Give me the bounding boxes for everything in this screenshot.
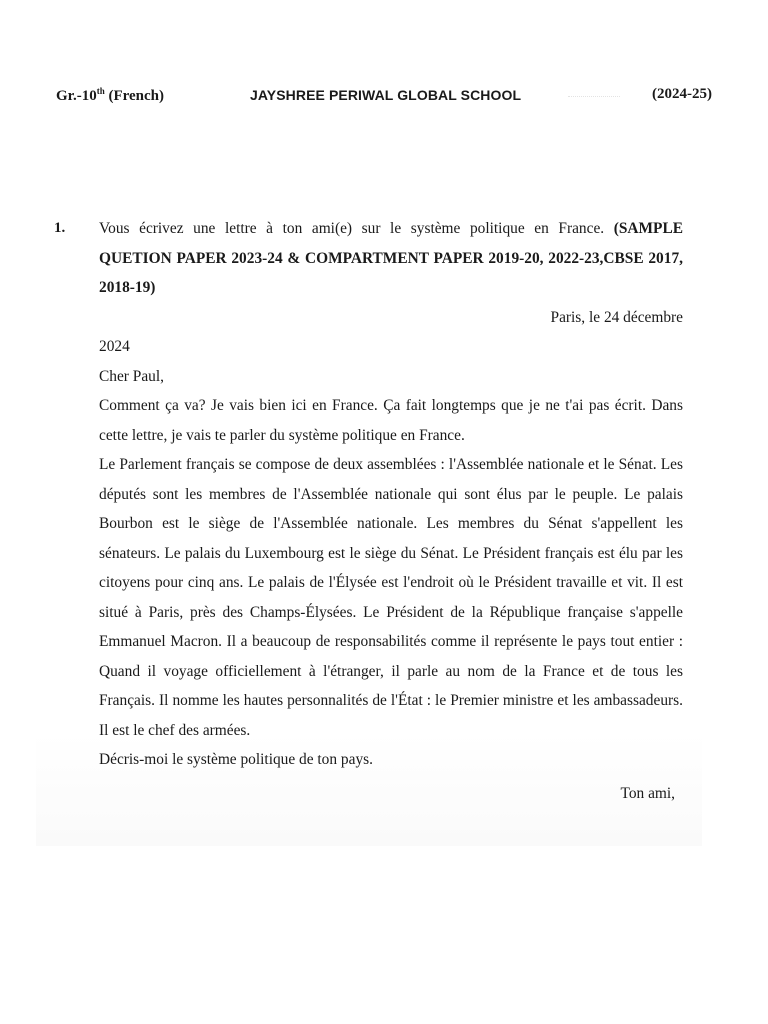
- question-prompt: Vous écrivez une lettre à ton ami(e) sur le système politique en France.: [99, 220, 614, 237]
- school-name: JAYSHREE PERIWAL GLOBAL SCHOOL: [250, 87, 522, 103]
- letter-body: Le Parlement français se compose de deux assemblées : l'Assemblée nationale et le Sénat. Les députés sont les membres de l'Assemblée nationale qui sont élus par le peuple. Le palais Bourbon est le siège de l'Assemblée nationale. Les membres du Sénat s'appellent les sénateurs. Le palais du Luxembourg est le siège du Sénat. Le Président français est élu par les citoyens pour cinq ans. Le palais de l'Élysée est l'endroit où le Président travaille et vit. Il est situé à Paris, près des Champs-Élysées. Le Président de la République française s'appelle Emmanuel Macron. Il a beaucoup de responsabilités comme il représente le pays tout entier : Quand il voyage officiellement à l'étranger, il parle au nom de la France et de tous les Français. Il nomme les hautes personnalités de l'État : le Premier ministre et les ambassadeurs. Il est le chef des armées.: [99, 456, 683, 739]
- question-body: [99, 214, 683, 808]
- grade-label: [56, 86, 164, 105]
- session-year: (2024-25): [652, 86, 712, 102]
- question-number: 1.: [54, 220, 66, 236]
- grade-prefix: Gr.-10: [56, 88, 97, 104]
- grade-subject: (French): [104, 88, 165, 104]
- page-header: [0, 86, 768, 110]
- grade-suffix: th: [96, 86, 105, 96]
- letter-salutation: Cher Paul,: [99, 367, 164, 385]
- question-prompt-line: [99, 214, 683, 303]
- question-reference: (SAMPLE QUETION PAPER 2023-24 & COMPARTMENT PAPER 2019-20, 2022-23,CBSE 2017, 2018-19): [99, 220, 683, 296]
- letter-date: Paris, le 24 décembre: [550, 308, 683, 326]
- letter-closing-request: Décris-moi le système politique de ton pays.: [99, 751, 373, 768]
- letter-intro: Comment ça va? Je vais bien ici en France. Ça fait longtemps que je ne t'ai pas écrit. Dans cette lettre, je vais te parler du système politique en France.: [99, 397, 683, 444]
- question-block: [36, 214, 702, 846]
- faint-divider: [568, 96, 620, 99]
- letter-signoff: Ton ami,: [620, 784, 675, 802]
- letter-year: 2024: [99, 338, 130, 355]
